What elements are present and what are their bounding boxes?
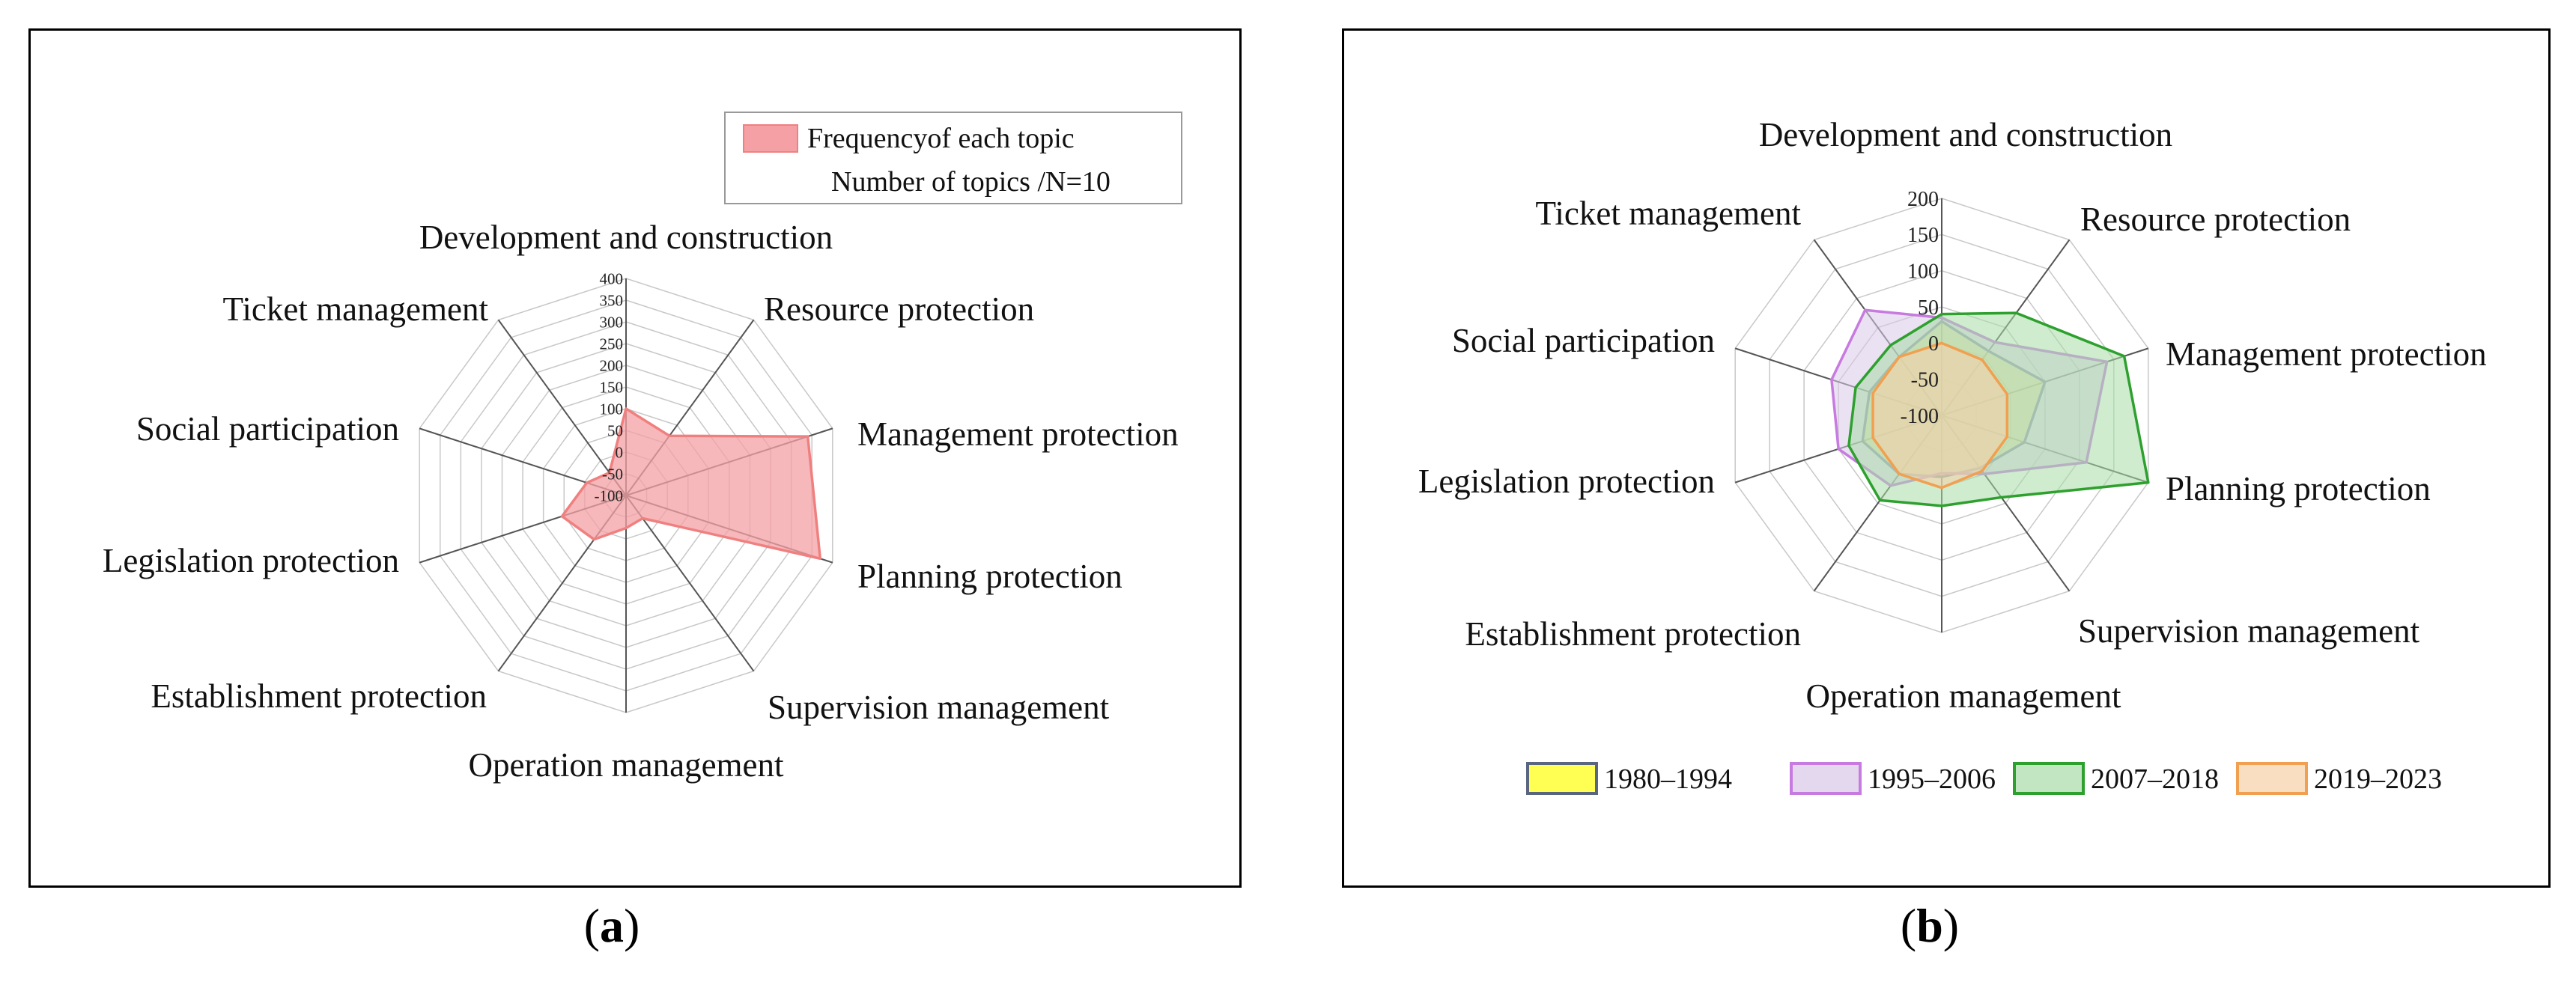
legend-label: 2019–2023 xyxy=(2314,763,2442,795)
tick-label: 300 xyxy=(599,313,623,332)
category-label: Ticket management xyxy=(222,290,488,328)
caption-b: (b) xyxy=(1900,899,1960,952)
legend-label: Frequencyof each topic xyxy=(807,123,1075,154)
category-label: Planning protection xyxy=(857,558,1123,595)
tick-label: 150 xyxy=(599,378,623,397)
category-label: Resource protection xyxy=(764,290,1035,328)
category-label: Legislation protection xyxy=(102,542,399,579)
tick-label: -50 xyxy=(602,465,623,484)
radar-chart-b xyxy=(1418,116,2487,795)
category-label: Supervision management xyxy=(2078,612,2420,650)
tick-label: 0 xyxy=(615,443,623,462)
tick-label: 150 xyxy=(1907,224,1939,248)
legend-label: Number of topics /N=10 xyxy=(831,166,1111,198)
tick-label: 50 xyxy=(607,421,623,440)
tick-label: -100 xyxy=(1900,404,1939,428)
legend-label: 2007–2018 xyxy=(2091,763,2219,795)
legend-swatch xyxy=(2014,763,2083,793)
legend-swatch xyxy=(2238,763,2306,793)
category-label: Planning protection xyxy=(2166,470,2431,507)
series-area-3 xyxy=(1873,343,2007,487)
category-label: Social participation xyxy=(136,410,399,448)
series-area-0 xyxy=(562,409,821,558)
legend-label: 1980–1994 xyxy=(1604,763,1732,795)
category-label: Management protection xyxy=(2166,335,2487,373)
tick-label: 250 xyxy=(599,335,623,353)
tick-label: -50 xyxy=(1910,368,1939,392)
category-label: Social participation xyxy=(1451,322,1715,359)
category-label: Ticket management xyxy=(1535,195,1801,232)
category-label: Resource protection xyxy=(2080,201,2351,238)
legend-swatch xyxy=(1791,763,1860,793)
category-label: Operation management xyxy=(1805,677,2121,715)
category-label: Operation management xyxy=(468,746,784,784)
legend-swatch xyxy=(1528,763,1597,793)
category-label: Management protection xyxy=(857,415,1179,453)
category-label: Legislation protection xyxy=(1418,463,1715,500)
legend-swatch xyxy=(744,125,798,152)
category-label: Establishment protection xyxy=(151,677,487,715)
tick-label: 200 xyxy=(599,356,623,375)
legend-label: 1995–2006 xyxy=(1868,763,1996,795)
category-label: Establishment protection xyxy=(1465,615,1801,653)
category-label: Development and construction xyxy=(419,219,833,256)
tick-label: -100 xyxy=(594,487,623,505)
tick-label: 50 xyxy=(1918,296,1939,320)
category-label: Development and construction xyxy=(1758,116,2173,153)
tick-label: 100 xyxy=(1907,260,1939,284)
tick-label: 400 xyxy=(599,269,623,288)
tick-label: 350 xyxy=(599,291,623,310)
radar-chart-a xyxy=(103,112,1182,784)
tick-label: 200 xyxy=(1907,187,1939,211)
tick-label: 0 xyxy=(1928,332,1939,356)
caption-a: (a) xyxy=(583,899,640,952)
category-label: Supervision management xyxy=(768,689,1110,726)
tick-label: 100 xyxy=(599,400,623,418)
